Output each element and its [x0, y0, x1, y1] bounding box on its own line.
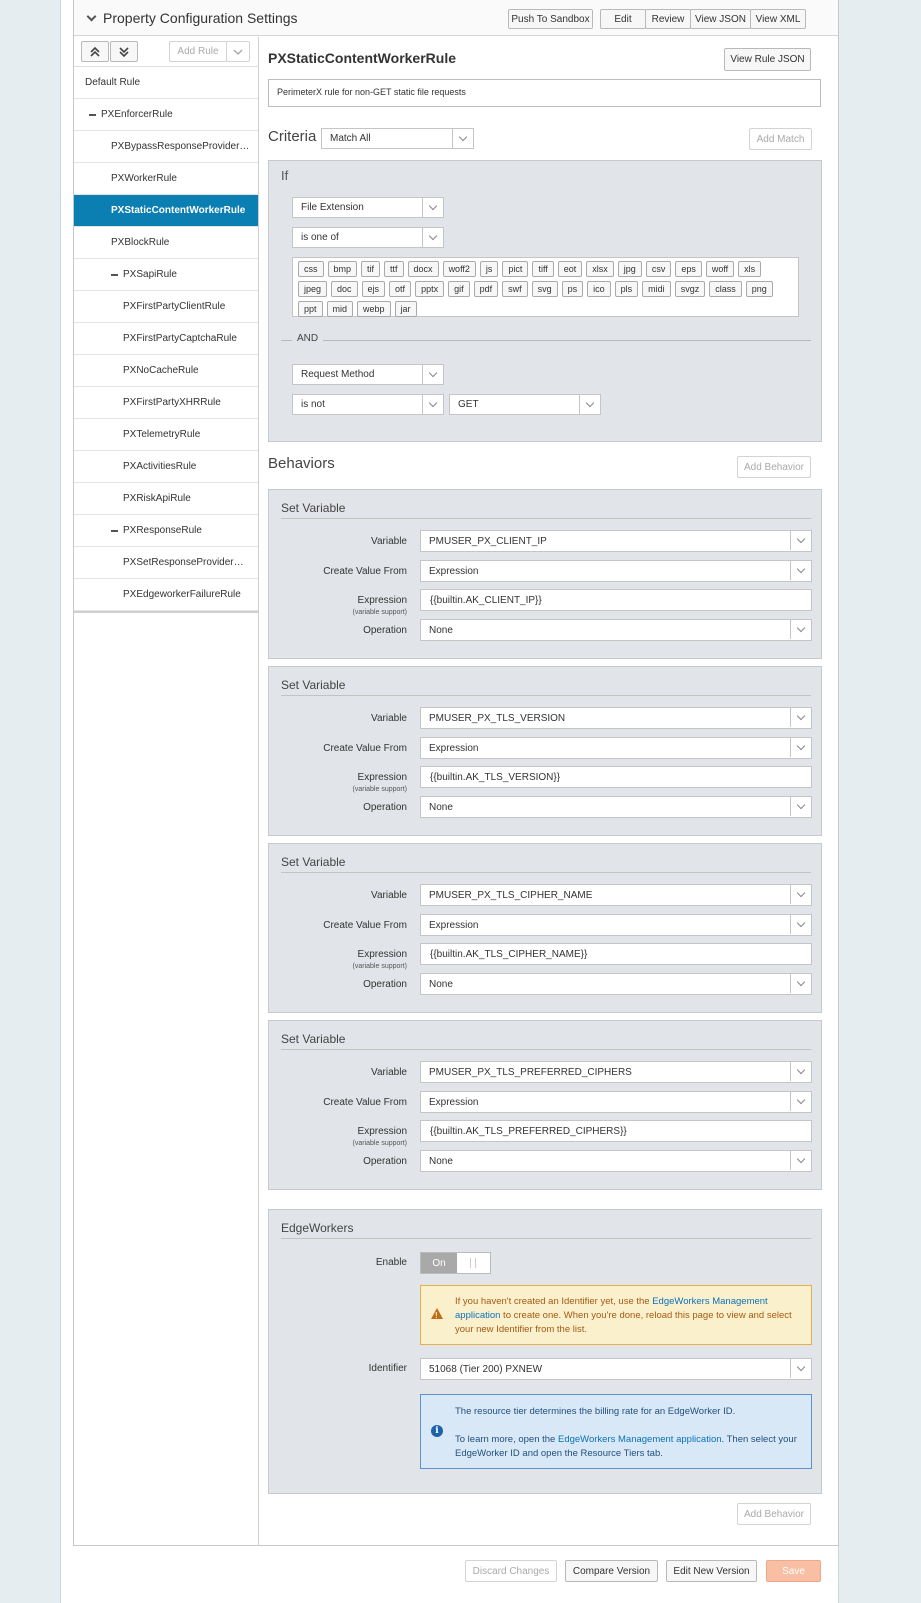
operation-label: Operation [363, 1156, 407, 1167]
identifier-warning [420, 1285, 812, 1345]
create-value-from-select[interactable] [420, 914, 812, 936]
condition2-operator-value: is not [301, 399, 325, 410]
rule-tree-item-label: PXSetResponseProvider… [123, 557, 244, 568]
create-value-from-value: Expression [429, 565, 479, 577]
rule-tree-item-label: PXRiskApiRule [123, 493, 191, 504]
operation-value: None [429, 1155, 453, 1167]
edit-button[interactable]: Edit [600, 9, 646, 29]
collapse-all-button[interactable] [81, 41, 109, 62]
collapse-minus-icon[interactable] [111, 530, 118, 532]
variable-value: PMUSER_PX_TLS_PREFERRED_CIPHERS [429, 1066, 632, 1078]
rule-tree-item[interactable] [74, 259, 258, 291]
info-line2 [455, 1433, 801, 1461]
edgeworkers-behavior [268, 1209, 822, 1494]
extension-tag[interactable]: ps [562, 281, 584, 297]
extension-tag[interactable]: ttf [384, 261, 404, 277]
condition2-value: GET [458, 399, 479, 410]
rule-tree-item-label: PXEdgeworkerFailureRule [123, 589, 241, 600]
extension-tag[interactable]: mid [327, 301, 354, 317]
extension-tag[interactable]: ejs [362, 281, 386, 297]
extension-tag[interactable]: tif [361, 261, 380, 277]
expression-input[interactable]: {{builtin.AK_TLS_VERSION}} [420, 766, 812, 788]
rule-tree-item[interactable] [74, 579, 258, 611]
chevron-down-icon [790, 1359, 811, 1378]
criteria-label: Criteria [268, 128, 317, 145]
rule-tree-item[interactable] [74, 515, 258, 547]
expression-label: Expression [357, 949, 407, 960]
chevron-down-icon [790, 1151, 811, 1170]
warning-icon [431, 1308, 443, 1319]
rule-tree-item-label: PXStaticContentWorkerRule [111, 205, 246, 216]
condition1-field-select[interactable] [292, 197, 444, 218]
chevron-down-icon [790, 708, 811, 727]
extension-tag[interactable]: eps [675, 261, 702, 277]
extension-tag[interactable]: jar [395, 301, 417, 317]
edit-new-version-button[interactable]: Edit New Version [666, 1560, 757, 1582]
rule-tree-item[interactable] [74, 99, 258, 131]
rule-tree-item[interactable] [74, 131, 258, 163]
criteria-box [268, 160, 822, 442]
resource-tier-info [420, 1394, 812, 1469]
rule-tree-item-label: PXBypassResponseProvider… [111, 141, 250, 152]
chevron-down-icon [790, 974, 811, 993]
create-value-from-label: Create Value From [323, 1097, 407, 1108]
create-value-from-label: Create Value From [323, 920, 407, 931]
chevron-down-icon [422, 365, 443, 384]
add-match-button[interactable]: Add Match [749, 128, 812, 150]
rule-tree-item-label: PXWorkerRule [111, 173, 177, 184]
rule-tree-item[interactable] [74, 419, 258, 451]
create-value-from-select[interactable] [420, 560, 812, 582]
match-mode-value: Match All [330, 133, 371, 144]
warning-text-post: to create one. When you're done, reload this page to view and select your new Identifier from the list. [455, 1310, 792, 1335]
condition2-value-select[interactable] [449, 394, 601, 415]
behavior-divider [281, 518, 811, 519]
extension-tag[interactable]: pict [502, 261, 528, 277]
match-mode-select[interactable] [321, 128, 474, 149]
property-configuration-card [73, 0, 839, 1546]
expression-input[interactable]: {{builtin.AK_TLS_CIPHER_NAME}} [420, 943, 812, 965]
extension-tag[interactable]: class [709, 281, 742, 297]
chevron-down-icon [422, 198, 443, 217]
operation-select[interactable] [420, 619, 812, 641]
set-variable-title: Set Variable [281, 678, 346, 692]
expression-label: Expression [357, 1126, 407, 1137]
extension-tag[interactable]: doc [331, 281, 358, 297]
variable-support-label: (variable support) [352, 609, 407, 616]
variable-select[interactable] [420, 707, 812, 729]
variable-label: Variable [371, 890, 407, 901]
variable-label: Variable [371, 713, 407, 724]
chevron-down-icon [790, 620, 811, 639]
rule-tree-item[interactable] [74, 67, 258, 99]
extension-tag[interactable]: woff [706, 261, 734, 277]
review-button[interactable]: Review [645, 9, 691, 29]
extension-tag[interactable]: eot [558, 261, 583, 277]
expression-label: Expression [357, 772, 407, 783]
operation-label: Operation [363, 625, 407, 636]
extension-tag[interactable]: swf [502, 281, 528, 297]
set-variable-behavior [268, 489, 822, 659]
extension-tag[interactable]: woff2 [443, 261, 476, 277]
extension-tag[interactable]: docx [408, 261, 439, 277]
condition1-operator-select[interactable] [292, 227, 444, 248]
rule-tree-item[interactable] [74, 291, 258, 323]
variable-value: PMUSER_PX_TLS_CIPHER_NAME [429, 889, 593, 901]
extension-tag[interactable]: ppt [298, 301, 323, 317]
behavior-divider [281, 872, 811, 873]
operation-value: None [429, 624, 453, 636]
toggle-grip-icon [470, 1258, 476, 1268]
view-xml-button[interactable]: View XML [750, 9, 806, 29]
set-variable-title: Set Variable [281, 855, 346, 869]
info-text-post: . Then select your EdgeWorker ID and open the Resource Tiers tab. [455, 1434, 797, 1459]
variable-value: PMUSER_PX_TLS_VERSION [429, 712, 566, 724]
rule-tree-item-label: PXFirstPartyXHRRule [123, 397, 221, 408]
expression-input[interactable]: {{builtin.AK_TLS_PREFERRED_CIPHERS}} [420, 1120, 812, 1142]
set-variable-title: Set Variable [281, 501, 346, 515]
extension-tag[interactable]: png [746, 281, 773, 297]
enable-label: Enable [375, 1257, 407, 1268]
extension-tag[interactable]: css [298, 261, 324, 277]
behavior-divider [281, 1049, 811, 1050]
operation-select[interactable] [420, 796, 812, 818]
and-divider [281, 340, 811, 341]
if-label: If [281, 168, 289, 183]
variable-select[interactable] [420, 530, 812, 552]
rule-tree-item[interactable] [74, 387, 258, 419]
set-variable-title: Set Variable [281, 1032, 346, 1046]
chevron-down-icon [790, 561, 811, 580]
rule-tree-item-label: Default Rule [85, 77, 141, 88]
rules-toolbar [74, 37, 259, 67]
create-value-from-label: Create Value From [323, 743, 407, 754]
extension-tag[interactable]: midi [642, 281, 671, 297]
chevron-down-icon [790, 1092, 811, 1111]
extension-tag[interactable]: xlsx [586, 261, 614, 277]
extension-tag[interactable]: pls [615, 281, 639, 297]
variable-support-label: (variable support) [352, 786, 407, 793]
chevron-down-icon [579, 395, 600, 414]
rule-tree-item-label: PXResponseRule [123, 525, 202, 536]
expression-label: Expression [357, 595, 407, 606]
chevron-down-icon[interactable] [87, 12, 97, 22]
behaviors-label: Behaviors [268, 455, 335, 472]
and-label: AND [292, 333, 323, 344]
rule-tree-item[interactable] [74, 483, 258, 515]
variable-value: PMUSER_PX_CLIENT_IP [429, 535, 547, 547]
double-chevron-down-icon [118, 46, 130, 58]
identifier-select[interactable] [420, 1358, 812, 1380]
create-value-from-select[interactable] [420, 1091, 812, 1113]
extension-tag[interactable]: pptx [415, 281, 444, 297]
rule-tree-item[interactable] [74, 163, 258, 195]
chevron-down-icon [790, 885, 811, 904]
edgeworkers-management-link-2[interactable]: EdgeWorkers Management application [557, 1434, 722, 1445]
toggle-on-label: On [421, 1253, 457, 1273]
chevron-down-icon [790, 531, 811, 550]
rule-tree-item[interactable] [74, 195, 258, 227]
rule-title: PXStaticContentWorkerRule [268, 50, 456, 66]
variable-select[interactable] [420, 884, 812, 906]
extension-tag[interactable]: jpeg [298, 281, 327, 297]
condition2-field-select[interactable] [292, 364, 444, 385]
create-value-from-value: Expression [429, 742, 479, 754]
expand-all-button[interactable] [110, 41, 138, 62]
extension-tag[interactable]: jpg [618, 261, 642, 277]
rule-tree-item-label: PXBlockRule [111, 237, 170, 248]
chevron-down-icon [790, 1062, 811, 1081]
variable-label: Variable [371, 1067, 407, 1078]
save-button[interactable]: Save [766, 1560, 821, 1582]
extension-tag[interactable]: tiff [532, 261, 553, 277]
set-variable-behavior [268, 666, 822, 836]
extension-tag[interactable]: csv [646, 261, 672, 277]
chevron-down-icon [233, 48, 243, 56]
variable-support-label: (variable support) [352, 1140, 407, 1147]
expression-input[interactable]: {{builtin.AK_CLIENT_IP}} [420, 589, 812, 611]
info-line1: The resource tier determines the billing rate for an EdgeWorker ID. [455, 1406, 736, 1417]
add-rule-dropdown[interactable] [226, 41, 250, 62]
identifier-value: 51068 (Tier 200) PXNEW [429, 1363, 543, 1375]
rule-tree-item-label: PXNoCacheRule [123, 365, 199, 376]
collapse-minus-icon[interactable] [111, 274, 118, 276]
push-to-sandbox-button[interactable]: Push To Sandbox [508, 9, 593, 29]
extension-tag[interactable]: svgz [675, 281, 706, 297]
extension-tag[interactable]: bmp [328, 261, 358, 277]
variable-label: Variable [371, 536, 407, 547]
rule-tree-item-label: PXFirstPartyClientRule [123, 301, 226, 312]
edgeworkers-management-link[interactable]: EdgeWorkers Management application [455, 1296, 768, 1321]
extension-tag[interactable]: webp [357, 301, 391, 317]
extension-tag[interactable]: xls [738, 261, 761, 277]
rule-comment-textarea[interactable]: PerimeterX rule for non-GET static file requests [268, 79, 821, 107]
condition2-field-value: Request Method [301, 369, 375, 380]
file-extension-tags[interactable] [292, 257, 799, 317]
chevron-down-icon [422, 395, 443, 414]
extension-tag[interactable]: otf [389, 281, 411, 297]
operation-label: Operation [363, 979, 407, 990]
add-behavior-button[interactable]: Add Behavior [737, 456, 811, 478]
add-rule-button[interactable]: Add Rule [169, 41, 227, 62]
set-variable-behavior [268, 843, 822, 1013]
operation-select[interactable] [420, 1150, 812, 1172]
rule-tree-item-label: PXFirstPartyCaptchaRule [123, 333, 237, 344]
collapse-minus-icon[interactable] [89, 114, 96, 116]
extension-tag[interactable]: gif [448, 281, 470, 297]
chevron-down-icon [790, 738, 811, 757]
extension-tag[interactable]: pdf [474, 281, 499, 297]
rule-tree-item-label: PXActivitiesRule [123, 461, 197, 472]
footer-bar [0, 1546, 921, 1603]
rules-tree-end [74, 611, 258, 613]
condition2-operator-select[interactable] [292, 394, 444, 415]
enable-toggle[interactable] [420, 1252, 491, 1274]
discard-changes-button[interactable]: Discard Changes [465, 1560, 557, 1582]
operation-value: None [429, 978, 453, 990]
rule-tree-item[interactable] [74, 323, 258, 355]
variable-select[interactable] [420, 1061, 812, 1083]
info-icon: i [431, 1425, 443, 1437]
behavior-divider [281, 1238, 811, 1239]
operation-label: Operation [363, 802, 407, 813]
extension-tag[interactable]: ico [587, 281, 611, 297]
chevron-down-icon [790, 915, 811, 934]
edgeworkers-title: EdgeWorkers [281, 1221, 354, 1235]
add-behavior-bottom-button[interactable]: Add Behavior [737, 1503, 811, 1525]
condition1-field-value: File Extension [301, 202, 364, 213]
set-variable-behavior [268, 1020, 822, 1190]
rule-tree-item[interactable] [74, 547, 258, 579]
info-text-pre: To learn more, open the [455, 1434, 558, 1445]
rule-tree-item-label: PXEnforcerRule [101, 109, 173, 120]
rule-tree-item[interactable] [74, 227, 258, 259]
rules-panel [74, 37, 259, 1545]
double-chevron-up-icon [89, 46, 101, 58]
rules-tree [74, 67, 258, 613]
warning-text-pre: If you haven't created an Identifier yet, use the [455, 1296, 653, 1307]
rule-tree-item[interactable] [74, 355, 258, 387]
create-value-from-label: Create Value From [323, 566, 407, 577]
variable-support-label: (variable support) [352, 963, 407, 970]
create-value-from-value: Expression [429, 1096, 479, 1108]
view-json-button[interactable]: View JSON [690, 9, 751, 29]
condition1-operator-value: is one of [301, 232, 339, 243]
chevron-down-icon [790, 797, 811, 816]
chevron-down-icon [452, 129, 473, 148]
create-value-from-select[interactable] [420, 737, 812, 759]
operation-select[interactable] [420, 973, 812, 995]
card-header [74, 0, 838, 36]
compare-version-button[interactable]: Compare Version [565, 1560, 658, 1582]
rule-tree-item[interactable] [74, 451, 258, 483]
extension-tag[interactable]: svg [532, 281, 558, 297]
card-title: Property Configuration Settings [103, 10, 298, 26]
create-value-from-value: Expression [429, 919, 479, 931]
extension-tag[interactable]: js [480, 261, 499, 277]
operation-value: None [429, 801, 453, 813]
view-rule-json-button[interactable]: View Rule JSON [724, 48, 811, 71]
identifier-label: Identifier [368, 1363, 407, 1374]
rule-tree-item-label: PXTelemetryRule [123, 429, 201, 440]
rule-tree-item-label: PXSapiRule [123, 269, 177, 280]
chevron-down-icon [422, 228, 443, 247]
behavior-divider [281, 695, 811, 696]
